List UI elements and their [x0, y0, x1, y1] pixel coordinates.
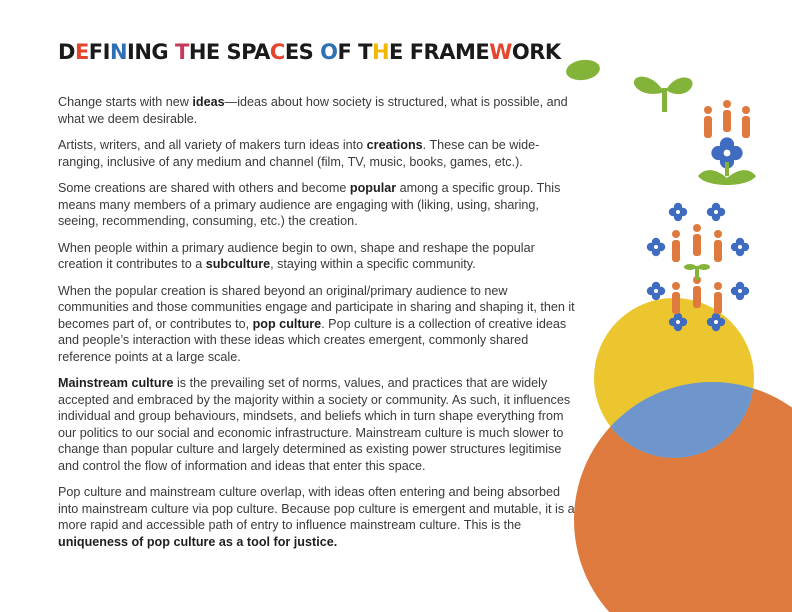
title-segment: SPA — [226, 40, 270, 64]
title-segment: O — [320, 40, 338, 64]
title-segment: C — [269, 40, 285, 64]
title-segment: N — [109, 40, 128, 64]
sprout-icon — [634, 77, 693, 112]
title-segment: E — [74, 40, 89, 64]
title-segment: FI — [88, 40, 110, 64]
title-segment: T — [351, 40, 372, 64]
title-segment: H — [188, 40, 206, 64]
paragraph-pop-culture: When the popular creation is shared beyond an original/primary audience to new communities and those communities engage and participate in sharing and shaping it, then it becomes part of, or contributes to, pop culture. Pop culture is a collection of creative ideas and people’s interaction with these ideas which creates emergent, commonly shared reference points at a large scale. — [58, 283, 575, 364]
paragraph-mainstream-culture: Mainstream culture is the prevailing set of norms, values, and practices that are widely accepted and embraced by the majority within a society or community. As such, it influences individual and group behaviours, mindsets, and beliefs which in turn shape everything from our politics to our social and economic infrastructure. Mainstream culture is much slower to change than popular culture and largely determined as existing power structures legitimise and control the flow of information and ideas that enter this space. — [58, 376, 571, 473]
paragraph-overlap: Pop culture and mainstream culture overlap, with ideas often entering and being absorbed into mainstream culture via pop culture. Because pop culture is emergent and mutable, it is a more rapid and accessible path of entry to influence mainstream culture. This is the uniqueness of pop culture as a tool for justice. — [58, 485, 575, 549]
flower-icon — [698, 137, 756, 185]
title-segment: T — [174, 40, 189, 64]
paragraph-subculture: When people within a primary audience begin to own, shape and reshape the popular creation it contributes to a subculture, staying within a specific community. — [58, 240, 535, 271]
title-segment: ORK — [511, 40, 561, 64]
title-segment: F — [337, 40, 352, 64]
paragraph-popular: Some creations are shared with others and become popular among a specific group. This means many members of a primary audience are engaging with (liking, using, sharing, seeing, recommending, consuming, etc.) the creation. — [58, 181, 561, 228]
title-segment: W — [489, 40, 512, 64]
title-segment: E FRAME — [389, 40, 490, 64]
title-segment: D — [58, 40, 75, 64]
title-segment: ES — [284, 40, 321, 64]
leaf-icon — [565, 58, 601, 83]
paragraph-ideas: Change starts with new ideas—ideas about how society is structured, what is possible, and what we deem desirable. — [58, 95, 568, 126]
title-segment: ING — [127, 40, 175, 64]
people-icon — [704, 100, 750, 138]
title-segment: H — [371, 40, 390, 64]
title-segment: E — [205, 40, 227, 64]
paragraph-creations: Artists, writers, and all variety of makers turn ideas into creations. These can be wide-ranging, inclusive of any medium and channel (film, TV, music, books, games, etc.). — [58, 138, 540, 169]
